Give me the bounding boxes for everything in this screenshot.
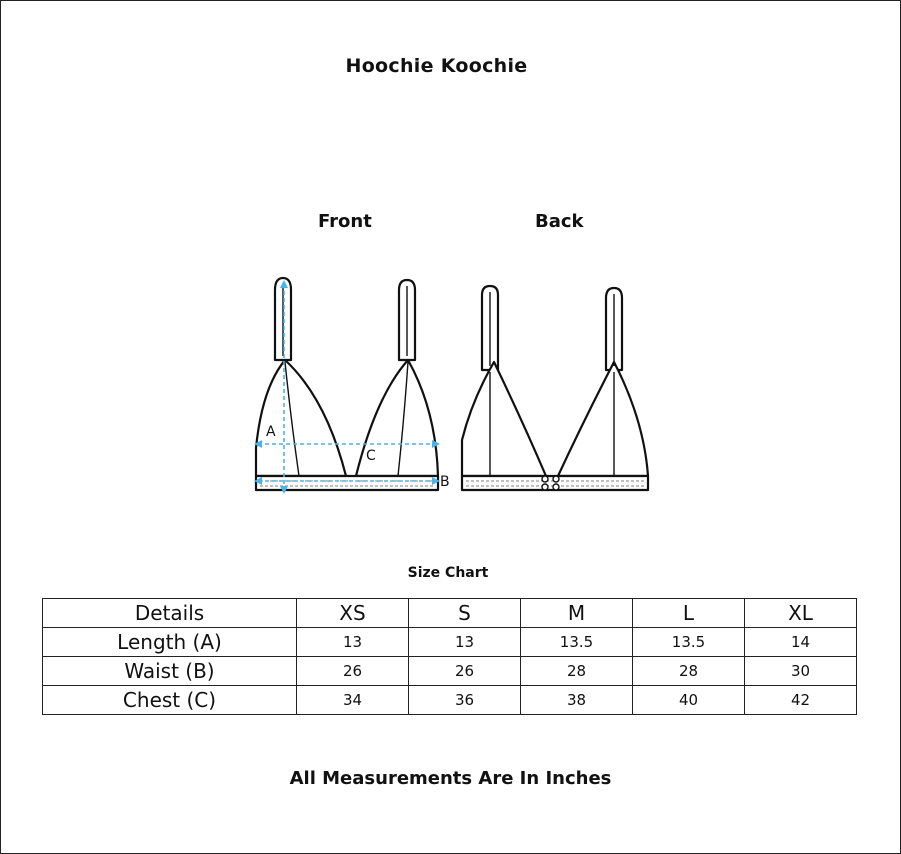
table-header-row <box>43 599 857 628</box>
front-label: Front <box>318 211 372 232</box>
size-chart-title: Size Chart <box>407 565 489 581</box>
table-cell: 26 <box>297 657 409 686</box>
brand-title: Hoochie Koochie <box>345 55 528 77</box>
header-cell: XL <box>745 599 857 628</box>
front-left-cup <box>256 360 346 476</box>
row-label: Length (A) <box>43 628 297 657</box>
table-cell: 40 <box>633 686 745 715</box>
table-cell: 14 <box>745 628 857 657</box>
table-cell: 30 <box>745 657 857 686</box>
label-a: A <box>266 424 276 440</box>
back-left-cup <box>462 362 546 476</box>
header-cell: Details <box>43 599 297 628</box>
table-cell: 13.5 <box>521 628 633 657</box>
table-row <box>43 628 857 657</box>
measurement-note: All Measurements Are In Inches <box>289 768 612 789</box>
table-row <box>43 686 857 715</box>
table-cell: 26 <box>409 657 521 686</box>
table-cell: 28 <box>521 657 633 686</box>
label-c: C <box>366 448 376 464</box>
back-right-cup <box>558 362 648 476</box>
table-cell: 36 <box>409 686 521 715</box>
size-chart-table <box>42 598 857 715</box>
back-label: Back <box>535 211 584 232</box>
header-cell: M <box>521 599 633 628</box>
header-cell: XS <box>297 599 409 628</box>
table-cell: 13.5 <box>633 628 745 657</box>
table-cell: 28 <box>633 657 745 686</box>
table-cell: 42 <box>745 686 857 715</box>
header-cell: L <box>633 599 745 628</box>
table-row <box>43 657 857 686</box>
table-cell: 34 <box>297 686 409 715</box>
table-cell: 38 <box>521 686 633 715</box>
table-cell: 13 <box>297 628 409 657</box>
label-b: B <box>440 474 450 490</box>
row-label: Waist (B) <box>43 657 297 686</box>
header-cell: S <box>409 599 521 628</box>
row-label: Chest (C) <box>43 686 297 715</box>
table-cell: 13 <box>409 628 521 657</box>
